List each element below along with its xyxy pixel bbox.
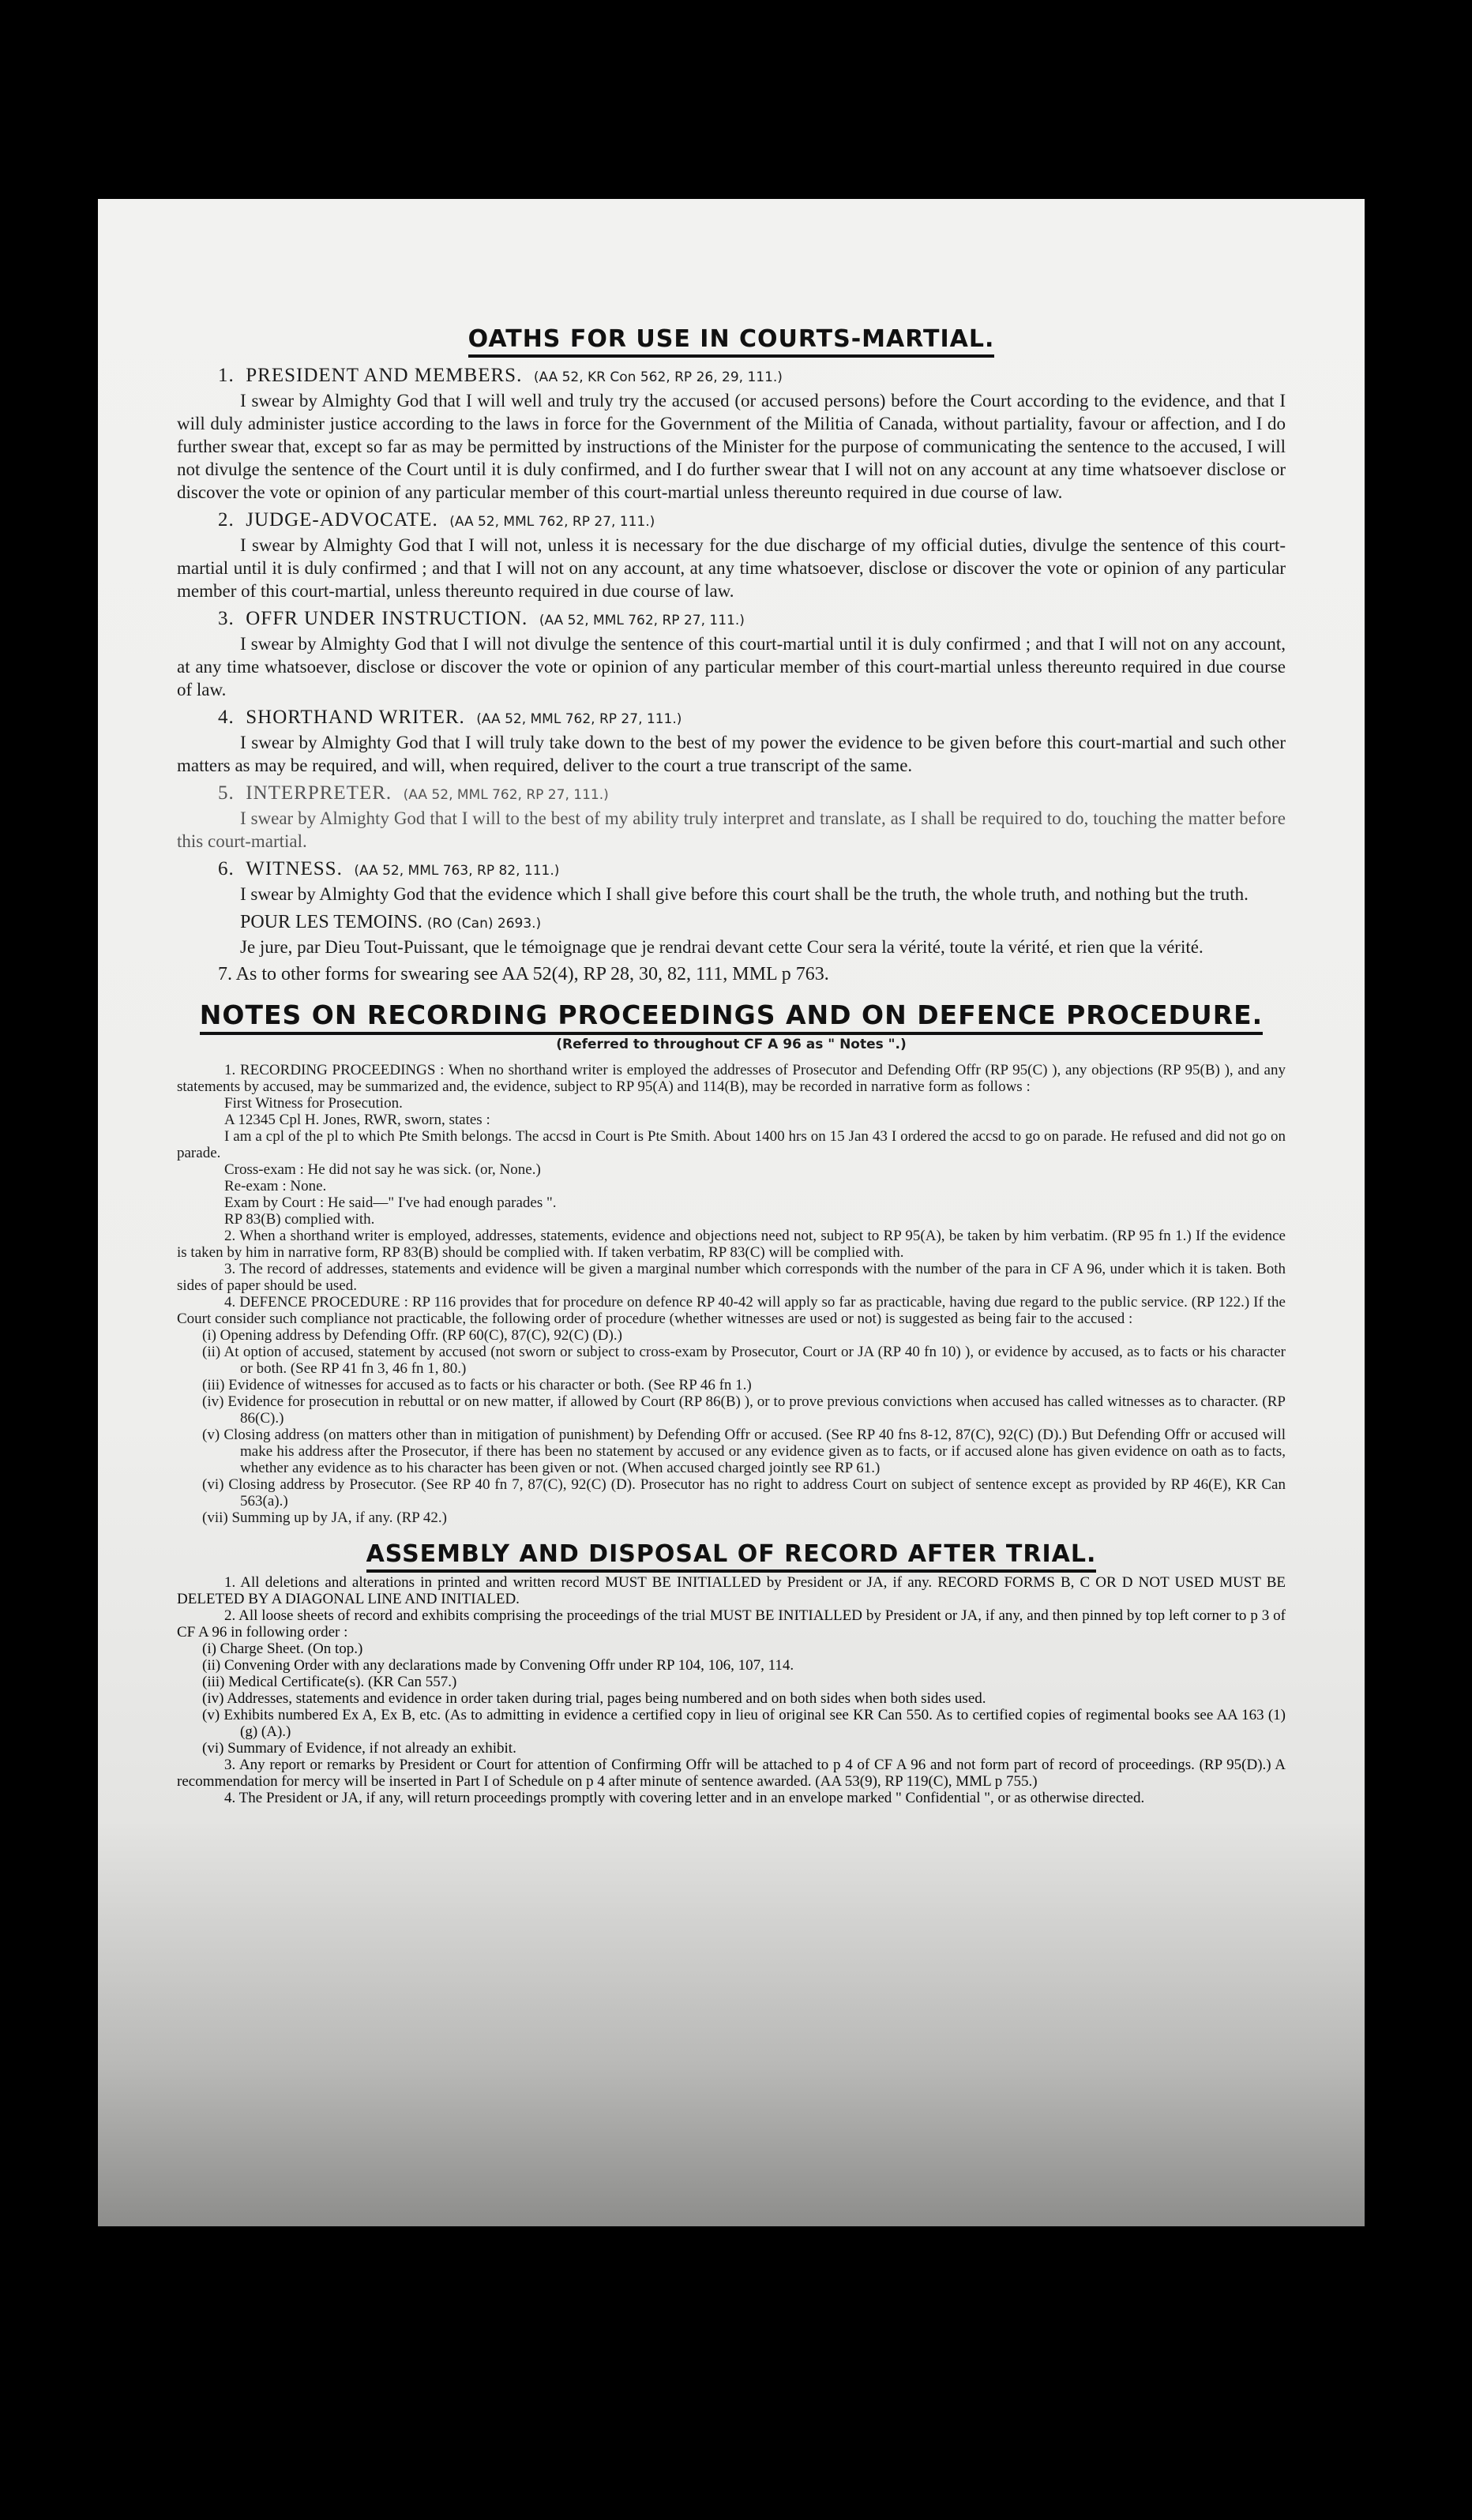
record-order-item: (i) Charge Sheet. (On top.)	[202, 1641, 363, 1657]
oath-item	[177, 857, 1286, 906]
note-paragraph: 3. The record of addresses, statements and evidence will be given a marginal number which corresponds with the number of the para in CF A 96, under which it is taken. Both sides of paper should be used.	[177, 1261, 1286, 1294]
example-line: Re-exam : None.	[224, 1178, 327, 1194]
oath-text: I swear by Almighty God that the evidence which I shall give before this court shall be the truth, the whole truth, and nothing but the truth.	[240, 884, 1249, 904]
french-oath-heading: POUR LES TEMOINS. (RO (Can) 2693.)	[240, 912, 542, 932]
oath-number: 6.	[218, 858, 235, 879]
oath-heading: OFFR UNDER INSTRUCTION.	[246, 608, 528, 629]
oath-text: I swear by Almighty God that I will to the best of my ability truly interpret and translate, as I shall be required to do, touching the matter before this court-martial.	[177, 808, 1286, 851]
record-order-item: (vi) Summary of Evidence, if not already an exhibit.	[202, 1740, 516, 1757]
oath-text: I swear by Almighty God that I will well and truly try the accused (or accused persons) before the Court according to the evidence, and that I will duly administer justice according to the laws in force for the Government of the Militia of Canada, without partiality, favour or affection, and I do further swear that, except so far as may be permitted by instructions of the Minister for the purpose of communicating the sentence to the accused, I will not divulge the sentence of the Court until it is duly confirmed, and I do further swear that I will not on any account at any time whatsoever disclose or discover the vote or opinion of any particular member of this court-martial unless thereunto required in due course of law.	[177, 391, 1286, 502]
procedure-item: (i) Opening address by Defending Offr. (RP 60(C), 87(C), 92(C) (D).)	[202, 1327, 622, 1344]
oath-item	[177, 364, 1286, 504]
oath-number: 1.	[218, 365, 235, 386]
oath-heading: PRESIDENT AND MEMBERS.	[246, 365, 523, 386]
example-line: Cross-exam : He did not say he was sick. (or, None.)	[224, 1161, 541, 1178]
oath-number: 5.	[218, 782, 235, 804]
oath-reference: (AA 52, MML 762, RP 27, 111.)	[449, 514, 655, 530]
oath-item	[177, 706, 1286, 777]
assembly-paragraph: 2. All loose sheets of record and exhibits comprising the proceedings of the trial MUST BE INITIALLED by President or JA, if any, and then pinned by top left corner to p 3 of CF A 96 in following order :	[177, 1607, 1286, 1641]
oath-heading: JUDGE-ADVOCATE.	[246, 509, 438, 531]
notes-subtitle: (Referred to throughout CF A 96 as " Notes ".)	[556, 1037, 907, 1052]
oath-reference: (AA 52, MML 762, RP 27, 111.)	[476, 711, 682, 727]
oath-text: I swear by Almighty God that I will not, unless it is necessary for the due discharge of my official duties, divulge the sentence of this court-martial until it is duly confirmed ; and that I will not on any account, at any time whatsoever, disclose or discover the vote or opinion of any particular member of this court-martial, unless thereunto required in due course of law.	[177, 535, 1286, 601]
assembly-paragraph: 4. The President or JA, if any, will return proceedings promptly with covering letter and in an envelope marked " Confidential ", or as otherwise directed.	[224, 1790, 1145, 1806]
oath-item	[177, 782, 1286, 853]
procedure-item: (vi) Closing address by Prosecutor. (See RP 40 fn 7, 87(C), 92(C) (D). Prosecutor has no right to address Court on subject of sentence except as provided by RP 46(E), KR Can 563(a).)	[202, 1476, 1286, 1509]
oath-heading: SHORTHAND WRITER.	[246, 707, 465, 728]
example-line: RP 83(B) complied with.	[224, 1211, 375, 1228]
french-oath-text: Je jure, par Dieu Tout-Puissant, que le témoignage que je rendrai devant cette Cour sera la vérité, toute la vérité, et rien que la vérité.	[240, 937, 1204, 957]
document-page	[98, 199, 1365, 2226]
oath-reference: (AA 52, MML 762, RP 27, 111.)	[539, 613, 745, 628]
oath-reference: (AA 52, MML 762, RP 27, 111.)	[403, 787, 609, 803]
example-line: Exam by Court : He said—" I've had enough parades ".	[224, 1194, 557, 1211]
record-order-item: (iii) Medical Certificate(s). (KR Can 557.)	[202, 1674, 457, 1690]
oath-reference: (AA 52, MML 763, RP 82, 111.)	[354, 863, 560, 879]
example-line: A 12345 Cpl H. Jones, RWR, sworn, states :	[224, 1112, 490, 1128]
example-line: First Witness for Prosecution.	[224, 1095, 403, 1112]
oath-text: I swear by Almighty God that I will not divulge the sentence of this court-martial until it is duly confirmed ; and that I will not on any account, at any time whatsoever, disclose or discover the vote or opinion of any particular member of this court-martial unless thereunto required in due course of law.	[177, 634, 1286, 699]
oath-reference: (AA 52, KR Con 562, RP 26, 29, 111.)	[533, 369, 783, 385]
oath-text: I swear by Almighty God that I will truly take down to the best of my power the evidence to be given before this court-martial and such other matters as may be required, and will, when required, deliver to the court a true transcript of the same.	[177, 733, 1286, 775]
oath-heading: WITNESS.	[246, 858, 343, 879]
oaths-title: OATHS FOR USE IN COURTS-MARTIAL.	[177, 325, 1286, 353]
oath-number: 4.	[218, 707, 235, 728]
note-paragraph: 4. DEFENCE PROCEDURE : RP 116 provides that for procedure on defence RP 40-42 will apply so far as practicable, having due regard to the public service. (RP 122.) If the Court consider such compliance not practicable, the following order of procedure (whether witnesses are used or not) is suggested as being fair to the accused :	[177, 1294, 1286, 1327]
assembly-title: ASSEMBLY AND DISPOSAL OF RECORD AFTER TRIAL.	[177, 1540, 1286, 1568]
note-paragraph: 1. RECORDING PROCEEDINGS : When no shorthand writer is employed the addresses of Prosecutor and Defending Offr (RP 95(C) ), any objections (RP 95(B) ), and any statements by accused, may be summarized and, the evidence, subject to RP 95(A) and 114(B), may be recorded in narrative form as follows :	[177, 1062, 1286, 1095]
procedure-item: (v) Closing address (on matters other than in mitigation of punishment) by Defending Offr or accused. (See RP 40 fns 8-12, 87(C), 92(C) (D).) But Defending Offr or accused will make his address after the Prosecutor, if there has been no statement by accused or any evidence given as to facts, or if accused alone has given evidence on oath as to facts, whether any evidence as to his character has been given or not. (When accused charged jointly see RP 61.)	[202, 1427, 1286, 1476]
record-order-item: (v) Exhibits numbered Ex A, Ex B, etc. (As to admitting in evidence a certified copy in lieu of original see KR Can 550. As to certified copies of regimental books see AA 163 (1) (g) (A).)	[202, 1707, 1286, 1740]
assembly-paragraph: 3. Any report or remarks by President or Court for attention of Confirming Offr will be attached to p 4 of CF A 96 and not form part of record of proceedings. (RP 95(D).) A recommendation for mercy will be inserted in Part I of Schedule on p 4 after minute of sentence awarded. (AA 53(9), RP 119(C), MML p 755.)	[177, 1757, 1286, 1790]
oath-number: 2.	[218, 509, 235, 531]
french-oath-reference: (RO (Can) 2693.)	[426, 916, 542, 932]
oath-number: 3.	[218, 608, 235, 629]
record-order-item: (iv) Addresses, statements and evidence in order taken during trial, pages being numbered and on both sides when both sides used.	[202, 1690, 986, 1707]
notes-title: NOTES ON RECORDING PROCEEDINGS AND ON DEFENCE PROCEDURE.	[177, 999, 1286, 1030]
oath-item	[177, 607, 1286, 701]
procedure-item: (iii) Evidence of witnesses for accused as to facts or his character or both. (See RP 46 fn 1.)	[202, 1377, 752, 1393]
example-line: I am a cpl of the pl to which Pte Smith belongs. The accsd in Court is Pte Smith. About 1400 hrs on 15 Jan 43 I ordered the accsd to go on parade. He refused and did not go on parade.	[177, 1128, 1286, 1161]
note-paragraph: 2. When a shorthand writer is employed, addresses, statements, evidence and objections need not, subject to RP 95(A), be taken by him verbatim. (RP 95 fn 1.) If the evidence is taken by him in narrative form, RP 83(B) should be complied with. If taken verbatim, RP 83(C) will be complied with.	[177, 1228, 1286, 1261]
procedure-item: (iv) Evidence for prosecution in rebuttal or on new matter, if allowed by Court (RP 86(B) ), or to prove previous convictions when accused has called witnesses as to character. (RP 86(C).)	[202, 1393, 1286, 1427]
procedure-item: (vii) Summing up by JA, if any. (RP 42.)	[202, 1509, 447, 1526]
record-order-item: (ii) Convening Order with any declarations made by Convening Offr under RP 104, 106, 107, 114.	[202, 1657, 794, 1674]
assembly-paragraph: 1. All deletions and alterations in printed and written record MUST BE INITIALLED by President or JA, if any. RECORD FORMS B, C OR D NOT USED MUST BE DELETED BY A DIAGONAL LINE AND INITIALED.	[177, 1574, 1286, 1607]
oath-item	[177, 508, 1286, 602]
oath-heading: INTERPRETER.	[246, 782, 392, 804]
procedure-item: (ii) At option of accused, statement by accused (not sworn or subject to cross-exam by Prosecutor, Court or JA (RP 40 fn 10) ), or evidence by accused, as to facts or his character or both. (See RP 41 fn 3, 46 fn 1, 80.)	[202, 1344, 1286, 1377]
other-forms-note: 7. As to other forms for swearing see AA 52(4), RP 28, 30, 82, 111, MML p 763.	[218, 964, 829, 984]
